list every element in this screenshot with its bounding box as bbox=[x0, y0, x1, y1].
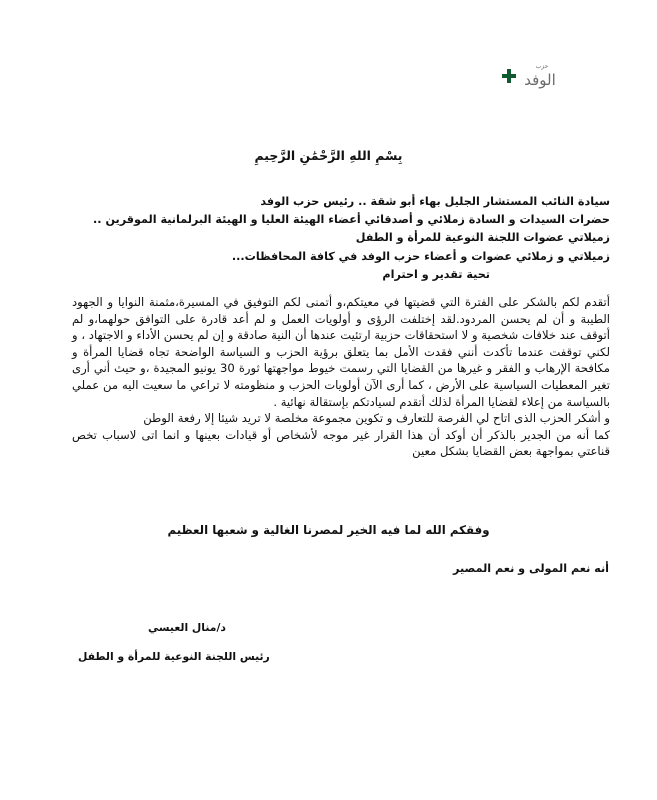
signature-name: د/منال العيسي bbox=[148, 621, 226, 634]
logo-text: الوفد bbox=[524, 71, 556, 89]
salutation-line: سيادة النائب المستشار الجليل بهاء أبو شقة .. رئيس حزب الوفد bbox=[260, 195, 610, 208]
salutation-block bbox=[90, 193, 610, 284]
salutation-line: زميلاتي و زملائي عضوات و أعضاء حزب الوفد في كافة المحافظات... bbox=[231, 249, 610, 263]
signature-title: رئيس اللجنة النوعية للمرأة و الطفل bbox=[78, 650, 270, 663]
body-paragraph: و أشكر الحزب الذى اتاح لي الفرصة للتعارف و تكوين مجموعة مخلصة لا تريد شيئا إلا رفعة الوطن bbox=[143, 411, 610, 426]
closing-line: وفقكم الله لما فيه الخير لمصرنا الغالية و شعبها العظيم bbox=[167, 523, 490, 537]
letter-body bbox=[72, 294, 610, 460]
closing-prayer: أنه نعم المولى و نعم المصير bbox=[453, 562, 609, 575]
crescent-and-cross-icon bbox=[490, 58, 562, 96]
body-paragraph: أتقدم لكم بالشكر على الفترة التي قضيتها في معيتكم،و أتمنى لكم التوفيق في المسيرة،مثمنة النوايا و الجهود الطيبة و أن لم يحسن المردود.لقد إختلفت الرؤى و أولويات العمل و لم أعد قادرة على التوافق حولهما،و لم أتوقف عند خلافات شخصية و لا استحقاقات حزبية ارتئيت عندها أن النية صادقة و إن لم يحسن الأداء و الاجتهاد ، و لكني توقفت عندما تأكدت أنني فقدت الأمل بما يتعلق برؤية الحزب و السياسة الواضحة تجاه قضايا المرأة و مكافحة الإرهاب و الفقر و غيرها من القضايا التي رسمت خيوط مواجهتها ثورة 30 يونيو المجيدة ،و حيث أني أرى تغير المعطيات السياسية على الأرض ، كما أرى الآن أولويات الحزب و منظومته لا تراعي ما سعيت اليه من عملي بالسياسة من إعلاء لقضايا المرأة لذلك أتقدم لسيادتكم بإستقالة نهائية . bbox=[72, 295, 611, 409]
salutation-line: زميلاتي عضوات اللجنة النوعية للمرأة و الطفل bbox=[355, 231, 610, 245]
body-paragraph: كما أنه من الجدير بالذكر أن أوكد أن هذا القرار غير موجه لأشخاص أو قيادات بعينها و انما اتى لاسباب تخص قناعتي بمواجهة بعض القضايا بشكل معين bbox=[72, 427, 610, 459]
wafd-party-logo bbox=[490, 58, 562, 96]
greeting-line: تحية تقدير و احترام bbox=[382, 267, 490, 281]
basmala: بِسْمِ اللهِ الرَّحْمَٰنِ الرَّحِيمِ bbox=[254, 148, 403, 163]
salutation-line: حضرات السيدات و السادة زملائي و أصدقائي أعضاء الهيئة العليا و الهيئة البرلمانية الموقرين .. bbox=[93, 213, 610, 227]
logo-subtext: حزب bbox=[535, 63, 549, 70]
